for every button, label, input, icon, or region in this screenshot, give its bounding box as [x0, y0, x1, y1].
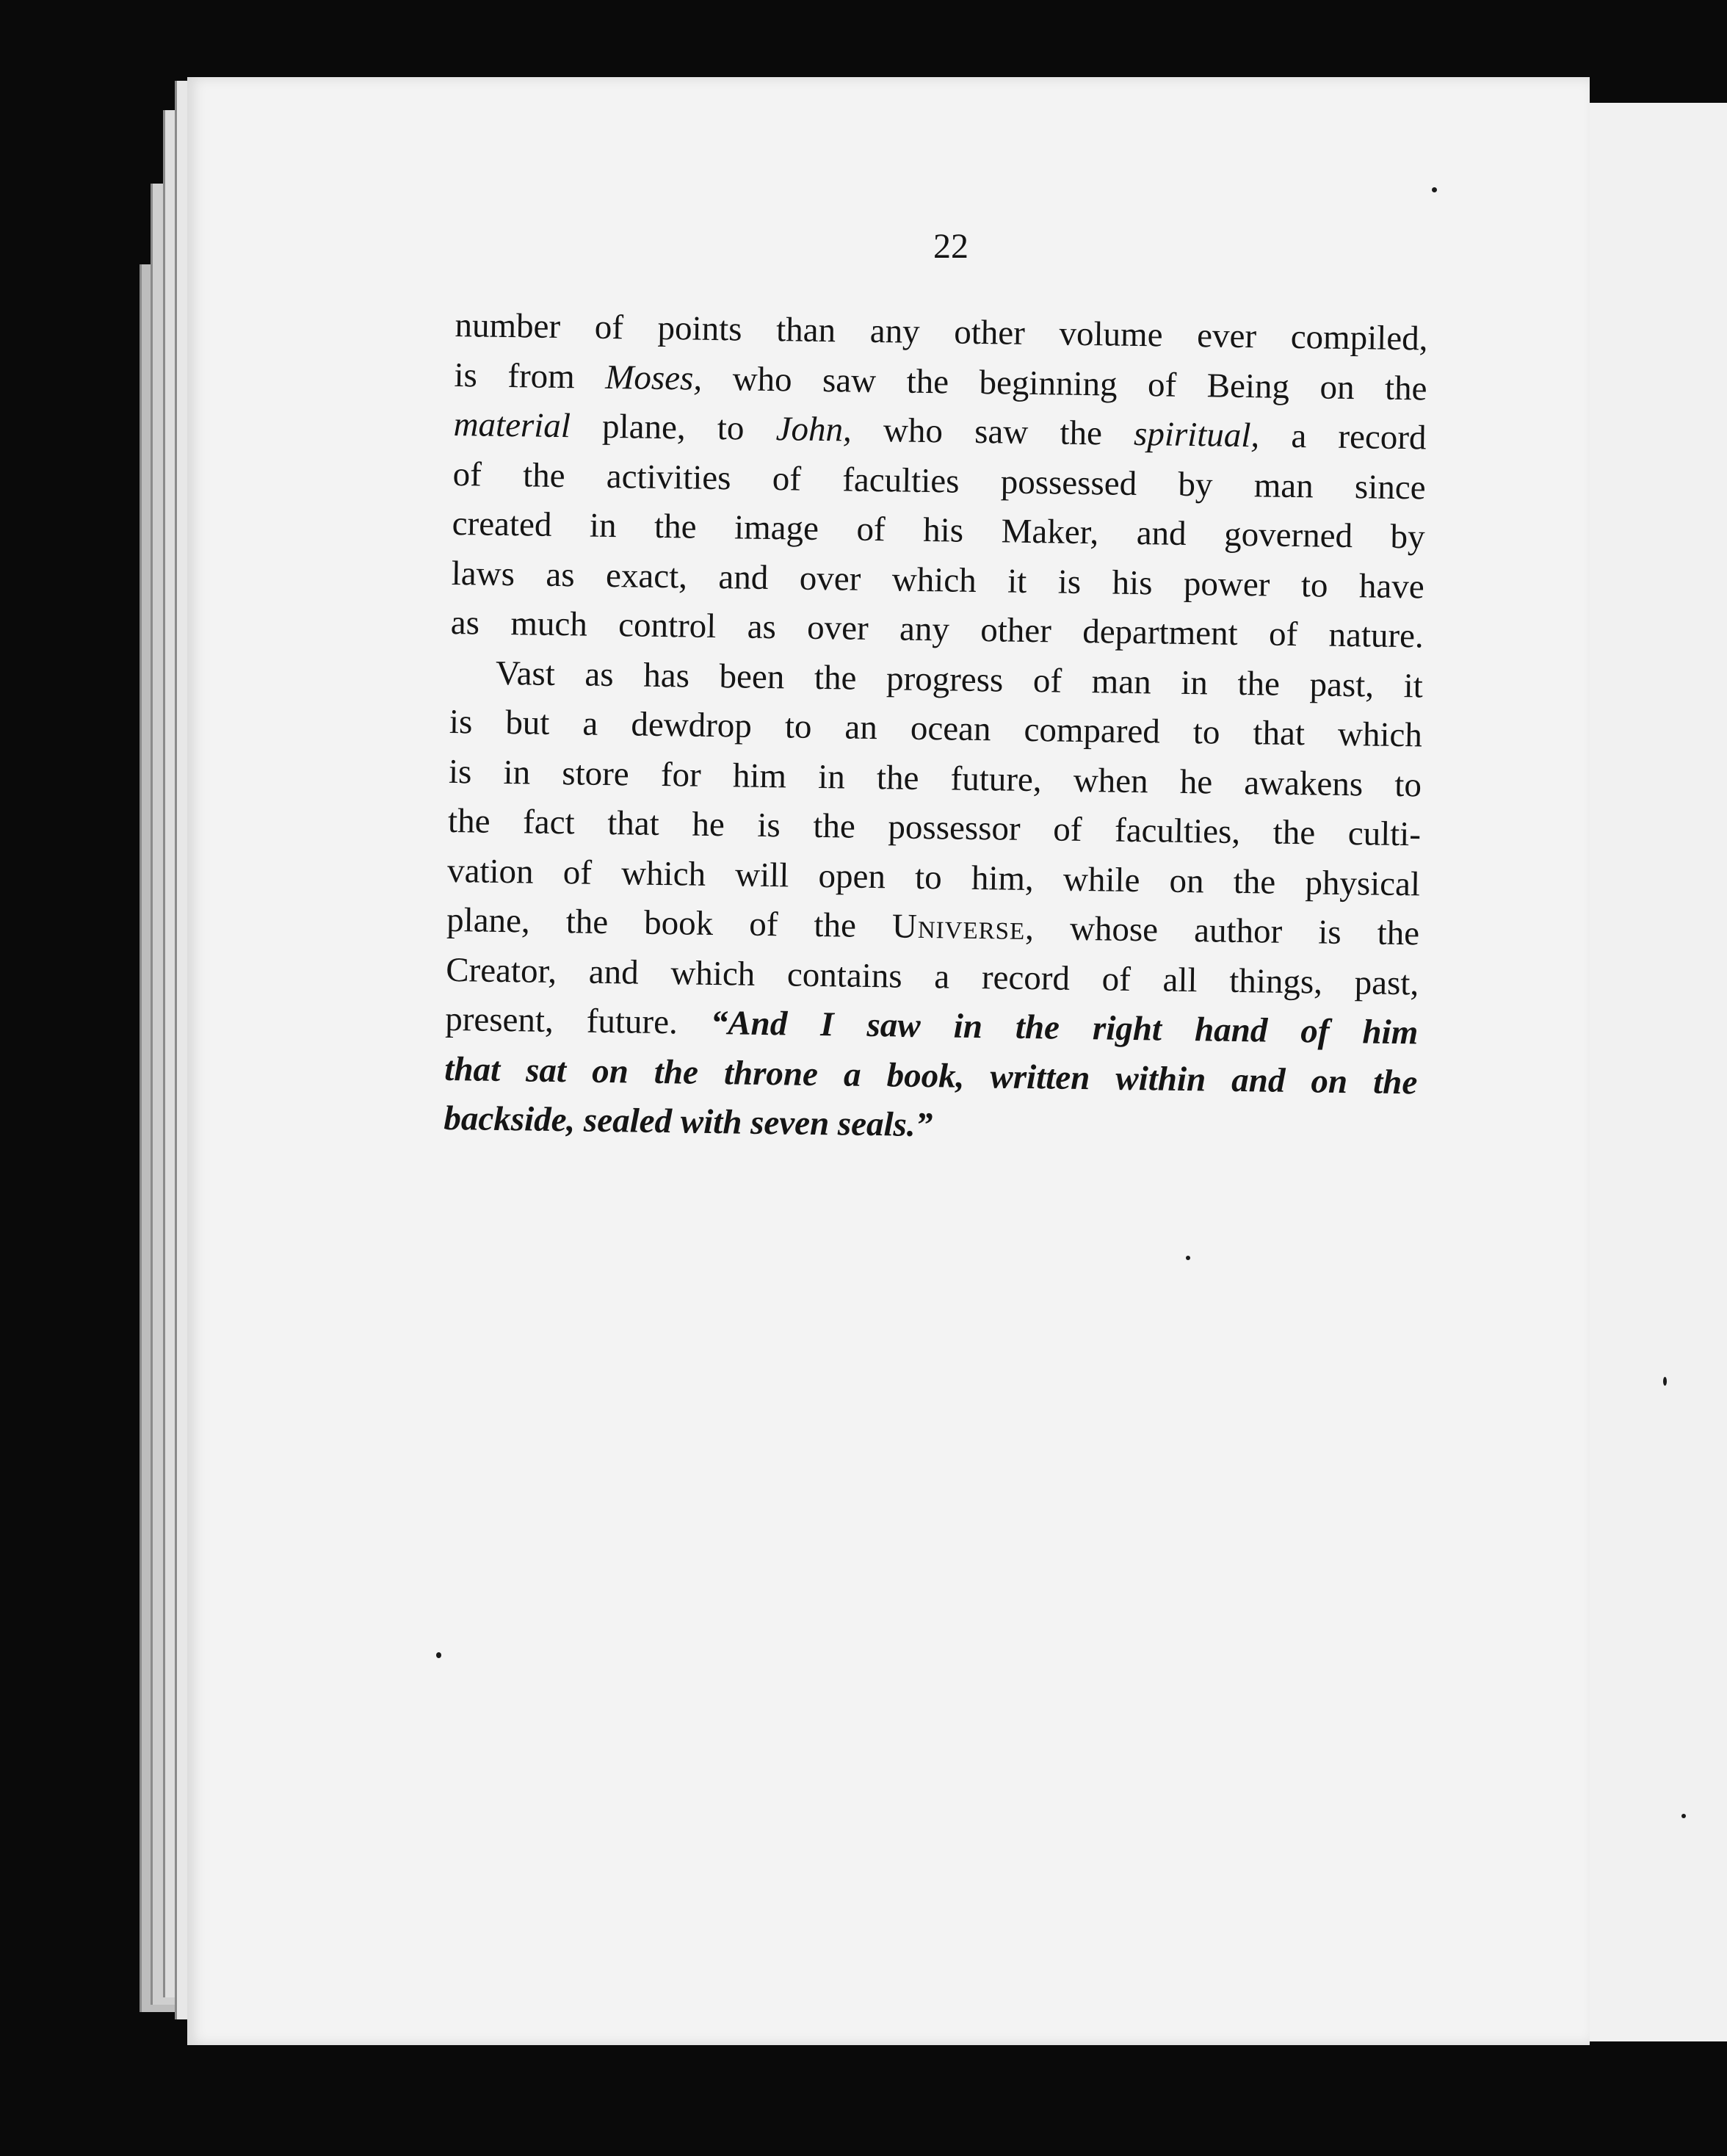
italic-word: spiritual,	[1133, 414, 1260, 455]
italic-name: John,	[775, 410, 852, 449]
text-run: Creator, and which contains a record of all things, past,	[445, 950, 1419, 1002]
body-text	[443, 301, 1428, 1157]
text-run: plane, to	[570, 407, 777, 449]
text-run: is in store for him in the future, when he awakens to	[448, 752, 1422, 804]
text-run: number of points than any other volume ever compiled,	[455, 305, 1428, 358]
text-run: is from	[454, 355, 606, 397]
scan-speck	[1186, 1256, 1190, 1260]
text-run: who saw the	[851, 410, 1134, 453]
text-run: Vast as has been the progress of man in the past, it	[495, 654, 1424, 705]
scan-speck	[436, 1652, 441, 1658]
text-run: who saw the beginning of Being on the	[701, 359, 1427, 408]
text-run: plane, the book of the	[446, 900, 893, 946]
scan-speck	[1432, 187, 1437, 192]
quotation: “And I saw in the right hand of him	[710, 1003, 1419, 1052]
scan-speck	[1681, 1814, 1686, 1818]
scan-speck	[1663, 1377, 1667, 1386]
text-run: the fact that he is the possessor of faculties, the culti-	[447, 801, 1422, 854]
text-run: created in the image of his Maker, and governed by	[452, 504, 1426, 557]
text-run: as much control as over any other department of nature.	[450, 603, 1424, 656]
quotation: that sat on the throne a book, written within and on the	[444, 1049, 1418, 1101]
text-run: , whose author is the	[1024, 908, 1420, 953]
small-caps-word: Universe	[891, 907, 1026, 947]
text-run: vation of which will open to him, while on the physical	[446, 851, 1421, 903]
text-run: present, future.	[444, 999, 712, 1042]
italic-name: Moses,	[604, 358, 703, 398]
quotation: backside, sealed with seven seals.”	[443, 1099, 933, 1145]
page-number: 22	[933, 227, 969, 266]
text-run: of the activities of faculties possessed by man since	[452, 455, 1426, 507]
text-run: a record	[1259, 416, 1427, 457]
text-run: is but a dewdrop to an ocean compared to that which	[449, 702, 1423, 755]
text-run: laws as exact, and over which it is his power to have	[451, 554, 1425, 606]
italic-word: material	[453, 405, 571, 446]
